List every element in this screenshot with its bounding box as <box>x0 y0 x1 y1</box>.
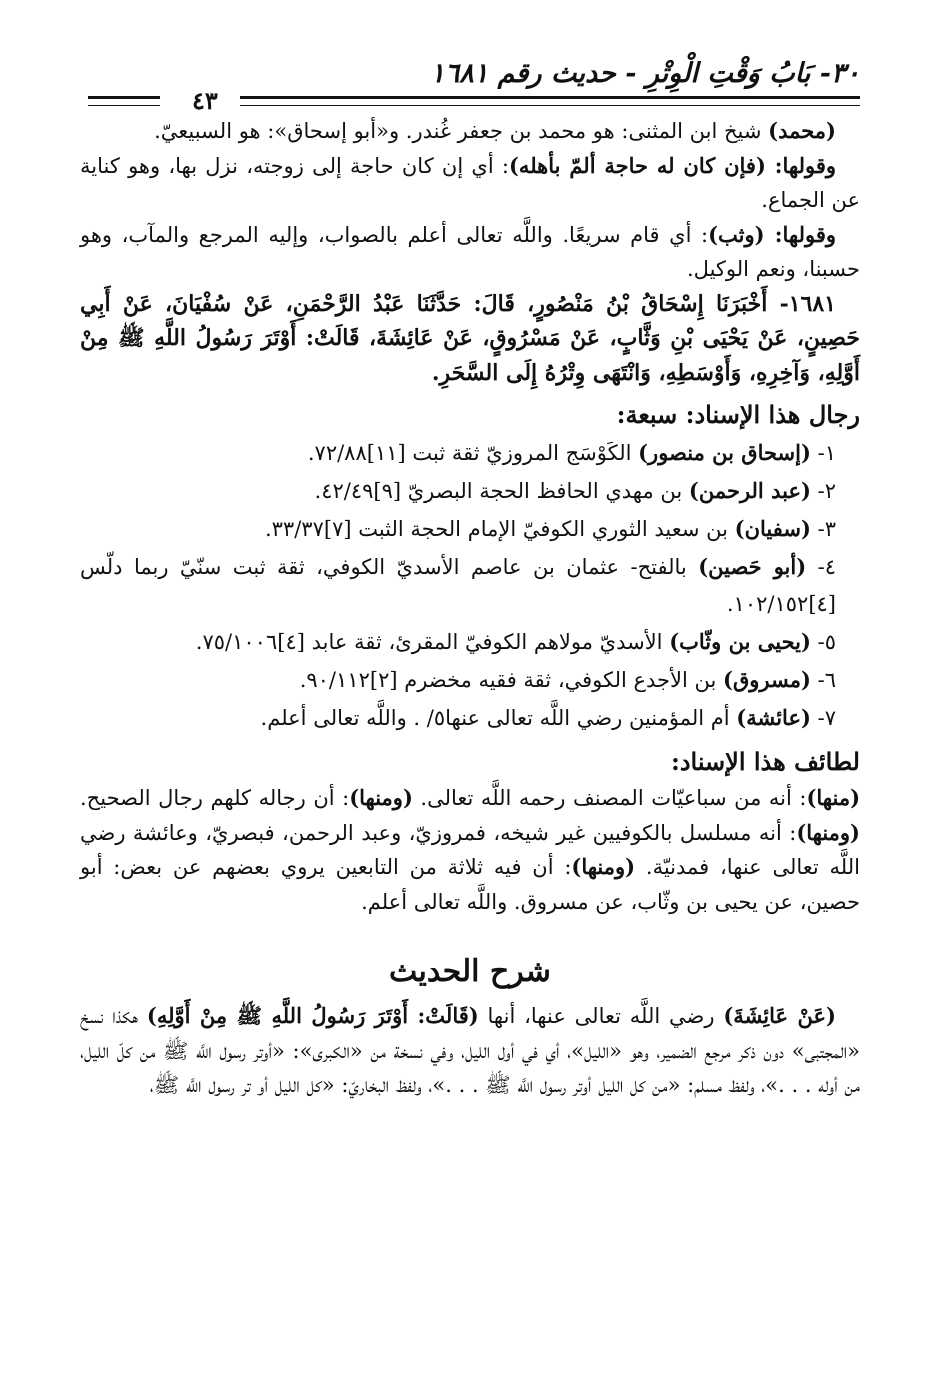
chapter-title: ٣٠- بَابُ وَقْتِ الْوِتْرِ - حديث رقم ١٦٨١ <box>430 58 860 89</box>
list-item: ٢- (عبد الرحمن) بن مهدي الحافظ الحجة البصريّ [٩]٤٢/٤٩. <box>314 478 836 503</box>
lataif-heading: لطائف هذا الإسناد: <box>670 747 860 776</box>
page-number: ٤٣ <box>192 86 218 115</box>
header-rule-right <box>240 96 860 106</box>
list-item: ٤- (أبو حَصين) بالفتح- عثمان بن عاصم الأسديّ الكوفي، ثقة ثبت سنّيّ ربما دلّس [٤]١٠٢/١٥٢. <box>80 554 836 616</box>
rijal-heading: رجال هذا الإسناد: سبعة: <box>616 400 860 429</box>
sharh-heading: شرح الحديث <box>389 954 551 989</box>
lataif-paragraph: (منها): أنه من سباعيّات المصنف رحمه اللَّه تعالى. (ومنها): أن رجاله كلهم رجال الصحيح. (ومنها): أنه مسلسل بالكوفيين غير شيخه، فمروزيّ، وعبد الرحمن، فبصريّ، وعائشة رضي اللَّه تعالى عنها، فمدنيّة. (ومنها): أن فيه ثلاثة من التابعين يروي بعضهم عن بعض: أبو حصين، عن يحيى بن وثّاب، عن مسروق. واللَّه تعالى أعلم. <box>80 785 861 914</box>
rijal-list <box>80 434 860 737</box>
header-rule-left <box>88 96 160 106</box>
page-header <box>80 58 860 114</box>
list-item: ٥- (يحيى بن وثّاب) الأسديّ مولاهم الكوفيّ المقرئ، ثقة عابد [٤]٧٥/١٠٠٦. <box>195 629 836 654</box>
sharh-paragraph: (عَنْ عَائِشَةَ) رضي اللَّه تعالى عنها، أنها (قَالَتْ: أَوْتَرَ رَسُولُ اللَّهِ ﷺ مِنْ أَوَّلِهِ) هكذا نسخ «المجتبى» دون ذكر مرجع الضمير، وهو «الليل»، أي في أول الليل، وفي نسخة من «الكبرى»: «أوتر رسول اللَّه ﷺ من كلّ الليل، من أوله . . .»، ولفظ مسلم: «من كل الليل أوتر رسول اللَّه ﷺ . . .»، ولفظ البخاريّ: «كل الليل أو تر رسول اللَّه ﷺ، <box>80 1003 860 1097</box>
hadith-text: ١٦٨١- أَخْبَرَنَا إِسْحَاقُ بْنُ مَنْصُورٍ، قَالَ: حَدَّثَنَا عَبْدُ الرَّحْمَنِ، عَنْ سُفْيَانَ، عَنْ أَبِي حَصِينٍ، عَنْ يَحْيَى بْنِ وَثَّابٍ، عَنْ مَسْرُوقٍ، عَنْ عَائِشَةَ، قَالَتْ: أَوْتَرَ رَسُولُ اللَّهِ ﷺ مِنْ أَوَّلِهِ، وَآخِرِهِ، وَأَوْسَطِهِ، وَانْتَهَى وِتْرُهُ إِلَى السَّحَرِ. <box>80 290 860 386</box>
list-item: ٣- (سفيان) بن سعيد الثوري الكوفيّ الإمام الحجة الثبت [٧]٣٣/٣٧. <box>264 516 836 541</box>
book-page <box>80 58 860 1103</box>
intro-paragraph-3: وقولها: (وثب): أي قام سريعًا. واللَّه تعالى أعلم بالصواب، وإليه المرجع والمآب، وهو حسبنا، ونعم الوكيل. <box>80 221 860 281</box>
list-item: ٦- (مسروق) بن الأجدع الكوفي، ثقة فقيه مخضرم [٢]٩٠/١١٢. <box>299 667 836 692</box>
list-item: ١- (إسحاق بن منصور) الكَوْسَج المروزيّ ثقة ثبت [١١]٧٢/٨٨. <box>307 440 836 465</box>
list-item: ٧- (عائشة) أم المؤمنين رضي اللَّه تعالى عنها٥/ . واللَّه تعالى أعلم. <box>260 705 836 730</box>
intro-paragraph-2: وقولها: (فإن كان له حاجة ألمّ بأهله): أي إن كان حاجة إلى زوجته، نزل بها، وهو كناية عن الجماع. <box>80 152 860 212</box>
intro-paragraph-1: (محمد) شيخ ابن المثنى: هو محمد بن جعفر غُندر. و«أبو إسحاق»: هو السبيعيّ. <box>154 118 836 143</box>
